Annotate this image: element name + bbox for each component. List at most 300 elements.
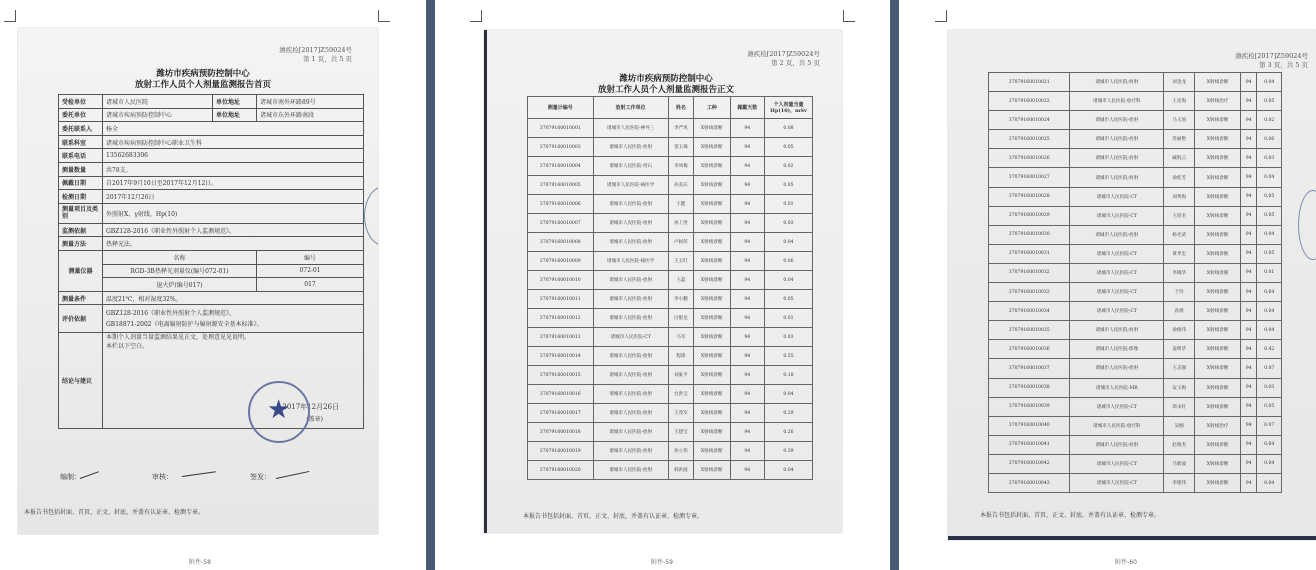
table-cell: 0.05 bbox=[1257, 206, 1282, 225]
table-cell: 黄孝忠 bbox=[1164, 244, 1195, 263]
table-cell: 37079160010008 bbox=[528, 233, 594, 252]
table-row bbox=[989, 187, 1282, 206]
table-row bbox=[989, 92, 1282, 111]
table-cell: 37079160010040 bbox=[989, 416, 1070, 435]
table-cell: 诸城市人民医院-肾石 bbox=[593, 157, 668, 176]
table-row bbox=[989, 340, 1282, 359]
cell-value: 退火炉(编号017) bbox=[103, 278, 257, 292]
table-cell: 94 bbox=[730, 271, 764, 290]
table-cell: 37079160010027 bbox=[989, 168, 1070, 187]
cell-value: 自2017年9月10日至2017年12月12日。 bbox=[103, 176, 364, 190]
table-cell: 窦玉珠 bbox=[668, 138, 693, 157]
table-cell: 诸城市人民医院-CT bbox=[593, 328, 668, 347]
table-cell: 诸城市人民医院-CT bbox=[1070, 244, 1164, 263]
table-row bbox=[528, 423, 813, 442]
table-cell: 徐俊伟 bbox=[1164, 321, 1195, 340]
table-cell: X射线治疗 bbox=[1195, 416, 1241, 435]
cell-label: 测量仪器 bbox=[59, 250, 103, 291]
table-cell: 诸城市人民医院-核医学 bbox=[593, 252, 668, 271]
table-cell: 马军 bbox=[668, 328, 693, 347]
table-cell: 94 bbox=[730, 176, 764, 195]
table-cell: 0.04 bbox=[1257, 283, 1282, 302]
table-cell: 94 bbox=[730, 138, 764, 157]
table-cell: 杨光武 bbox=[1164, 225, 1195, 244]
table-row bbox=[528, 214, 813, 233]
table-row bbox=[989, 283, 1282, 302]
table-cell: X射线诊断 bbox=[1195, 206, 1241, 225]
table-cell: 诸城市人民医院-放疗科 bbox=[1070, 416, 1164, 435]
table-cell: 孙美庆 bbox=[668, 176, 693, 195]
table-cell: 94 bbox=[730, 366, 764, 385]
cell-label: 评价依据 bbox=[59, 305, 103, 333]
table-cell: 诸城市人民医院-CT bbox=[1070, 397, 1164, 416]
cell-value: 13562683306 bbox=[103, 149, 364, 163]
official-seal bbox=[248, 381, 310, 443]
dose-table-body bbox=[528, 119, 813, 480]
report-number: 潍疾检[2017]Z59024号 bbox=[747, 50, 820, 58]
table-cell: 0.05 bbox=[1257, 397, 1282, 416]
table-cell: 王建宝 bbox=[668, 423, 693, 442]
table-row bbox=[989, 378, 1282, 397]
title-doc: 放射工作人员个人剂量监测报告首页 bbox=[134, 80, 271, 90]
table-cell: 孙立伟 bbox=[668, 442, 693, 461]
table-cell: 王厚名 bbox=[1164, 206, 1195, 225]
table-cell: 徐桂芳 bbox=[1164, 168, 1195, 187]
table-cell: 94 bbox=[730, 347, 764, 366]
handwritten-signature bbox=[276, 471, 309, 479]
table-cell: 94 bbox=[1240, 149, 1256, 168]
table-cell: 赵俊杰 bbox=[1164, 435, 1195, 454]
report-number: 潍疾检[2017]Z59024号 bbox=[1235, 52, 1308, 60]
table-cell: 37079160010009 bbox=[528, 252, 594, 271]
table-cell: 李凤梅 bbox=[668, 157, 693, 176]
dose-table bbox=[988, 72, 1282, 493]
table-cell: 94 bbox=[730, 214, 764, 233]
edge-seal bbox=[364, 186, 378, 246]
table-cell: 白银龙 bbox=[668, 309, 693, 328]
table-cell: 94 bbox=[730, 461, 764, 480]
table-cell: X射线诊断 bbox=[1195, 435, 1241, 454]
cell-value: 072-01 bbox=[257, 264, 364, 278]
table-cell: 王茂军 bbox=[668, 404, 693, 423]
table-cell: X射线诊断 bbox=[693, 328, 730, 347]
table-cell: 0.07 bbox=[1257, 416, 1282, 435]
table-cell: 37079160010018 bbox=[528, 423, 594, 442]
table-cell: 37079160010017 bbox=[528, 404, 594, 423]
table-cell: 王健 bbox=[668, 195, 693, 214]
table-row bbox=[528, 252, 813, 271]
table-row bbox=[528, 271, 813, 290]
table-cell: 诸城市人民医院-放射 bbox=[1070, 73, 1164, 92]
table-cell: X射线诊断 bbox=[693, 157, 730, 176]
table-cell: 37079160010004 bbox=[528, 157, 594, 176]
cell-label: 联系科室 bbox=[59, 135, 103, 149]
table-cell: 94 bbox=[1240, 340, 1256, 359]
table-cell: 诸城市人民医院-放射 bbox=[1070, 435, 1164, 454]
table-cell: 37079160010019 bbox=[528, 442, 594, 461]
table-cell: 李小鹏 bbox=[668, 290, 693, 309]
table-cell: 94 bbox=[730, 442, 764, 461]
table-cell: X射线诊断 bbox=[693, 366, 730, 385]
table-cell: 94 bbox=[730, 404, 764, 423]
table-cell: 诸城市人民医院-放射 bbox=[593, 195, 668, 214]
table-cell: X射线诊断 bbox=[1195, 111, 1241, 130]
table-cell: 0.29 bbox=[765, 404, 813, 423]
table-cell: X射线诊断 bbox=[1195, 473, 1241, 492]
table-row bbox=[989, 435, 1282, 454]
sign-issue-label: 签发： bbox=[250, 473, 271, 481]
cell-value: 017 bbox=[257, 278, 364, 292]
table-cell: 0.05 bbox=[1257, 187, 1282, 206]
cell-label: 测量数量 bbox=[59, 162, 103, 176]
cell-value: 诸城市东外环路南段 bbox=[257, 108, 364, 122]
table-cell: 王克海 bbox=[1164, 92, 1195, 111]
table-cell: 诸城市人民医院-MR bbox=[1070, 378, 1164, 397]
page-gutter bbox=[426, 0, 435, 570]
table-cell: X射线诊断 bbox=[693, 195, 730, 214]
table-cell: 0.05 bbox=[1257, 244, 1282, 263]
table-cell: 94 bbox=[1240, 435, 1256, 454]
table-cell: 0.08 bbox=[765, 119, 813, 138]
cell-label: 联系电话 bbox=[59, 149, 103, 163]
column-header: 测量计编号 bbox=[528, 97, 594, 119]
table-cell: 0.04 bbox=[1257, 302, 1282, 321]
seal-star-icon: ★ bbox=[267, 395, 291, 425]
table-cell: 94 bbox=[1240, 416, 1256, 435]
cell-value: 温度21℃，相对湿度32%。 bbox=[103, 291, 364, 305]
table-cell: 37079160010015 bbox=[528, 366, 594, 385]
table-cell: 0.04 bbox=[1257, 435, 1282, 454]
cell-value: 诸城市人民医院 bbox=[103, 95, 213, 109]
cell-value: 2017年12月26日 bbox=[103, 190, 364, 204]
table-cell: 0.04 bbox=[1257, 225, 1282, 244]
table-cell: 0.03 bbox=[765, 214, 813, 233]
table-cell: 0.05 bbox=[1257, 92, 1282, 111]
table-row bbox=[528, 442, 813, 461]
column-header: 编号 bbox=[257, 250, 364, 264]
table-cell: 0.01 bbox=[765, 309, 813, 328]
report-footer: 本报告书包括封面、首页、正文、封底，并盖有认证章、检测专章。 bbox=[24, 509, 205, 516]
table-cell: 王磊 bbox=[668, 271, 693, 290]
report-title bbox=[78, 69, 328, 91]
table-cell: 诸城市人民医院-CT bbox=[1070, 473, 1164, 492]
table-cell: X射线诊断 bbox=[693, 119, 730, 138]
table-cell: 37079160010024 bbox=[989, 111, 1070, 130]
table-cell: X射线诊断 bbox=[693, 309, 730, 328]
table-cell: 诸城市人民医院-CT bbox=[1070, 283, 1164, 302]
table-row bbox=[528, 385, 813, 404]
report-footer: 本报告书包括封面、首页、正文、封底，并盖有认证章、检测专章。 bbox=[980, 512, 1161, 519]
table-cell: 37079160010003 bbox=[528, 138, 594, 157]
title-doc: 放射工作人员个人剂量监测报告正文 bbox=[597, 85, 734, 95]
table-cell: 0.03 bbox=[765, 328, 813, 347]
column-header: 放射工作单位 bbox=[593, 97, 668, 119]
crop-mark bbox=[935, 10, 947, 22]
seal-label: (盖章) bbox=[306, 416, 323, 424]
crop-mark bbox=[843, 10, 855, 22]
table-cell: 0.04 bbox=[1257, 73, 1282, 92]
table-cell: X射线诊断 bbox=[693, 214, 730, 233]
table-cell: X射线诊断 bbox=[1195, 73, 1241, 92]
table-cell: 94 bbox=[1240, 187, 1256, 206]
crop-mark bbox=[378, 10, 390, 22]
table-cell: 刘東平 bbox=[668, 366, 693, 385]
table-cell: 0.06 bbox=[1257, 130, 1282, 149]
table-cell: 37079160010028 bbox=[989, 187, 1070, 206]
table-cell: X射线诊断 bbox=[1195, 321, 1241, 340]
table-cell: 94 bbox=[1240, 111, 1256, 130]
table-cell: 诸城市人民医院-CT bbox=[1070, 302, 1164, 321]
crop-mark bbox=[4, 10, 16, 22]
table-cell: 0.02 bbox=[765, 157, 813, 176]
table-cell: 0.05 bbox=[765, 176, 813, 195]
table-row bbox=[989, 416, 1282, 435]
table-cell: 姜明华 bbox=[1164, 340, 1195, 359]
sign-edit-label: 编制： bbox=[60, 473, 81, 481]
table-cell: X射线诊断 bbox=[1195, 149, 1241, 168]
cell-value: 共78支。 bbox=[103, 162, 364, 176]
table-row bbox=[528, 157, 813, 176]
table-cell: X射线诊断 bbox=[1195, 130, 1241, 149]
cell-value: 外照射X、γ射线，Hp(10) bbox=[103, 203, 364, 223]
table-cell: 94 bbox=[1240, 473, 1256, 492]
table-cell: 94 bbox=[1240, 359, 1256, 378]
cell-value: RGD-3B热释光剂量仪(编号072-01) bbox=[103, 264, 257, 278]
table-cell: X射线诊断 bbox=[693, 461, 730, 480]
cell-value: 杨全 bbox=[103, 122, 364, 136]
page-caption: 附件-60 bbox=[1115, 559, 1137, 566]
table-cell: 孙上进 bbox=[668, 214, 693, 233]
cell-value: 热释光法。 bbox=[103, 237, 364, 251]
table-cell: X射线诊断 bbox=[1195, 244, 1241, 263]
table-cell: 诸城市人民医院-放射 bbox=[1070, 321, 1164, 340]
table-cell: 94 bbox=[730, 157, 764, 176]
table-cell: 诸城市人民医院-放射 bbox=[593, 347, 668, 366]
table-cell: 94 bbox=[1240, 378, 1256, 397]
table-cell: X射线诊断 bbox=[1195, 302, 1241, 321]
conclusion-line: 本期个人剂量当量监测结果见正文，处理意见见说明。 bbox=[106, 334, 251, 342]
table-cell: 37079160010014 bbox=[528, 347, 594, 366]
crop-mark bbox=[470, 10, 482, 22]
table-cell: 94 bbox=[1240, 263, 1256, 282]
table-cell: 韩洪波 bbox=[668, 461, 693, 480]
cell-value: 诸城市南外环路89号 bbox=[257, 95, 364, 109]
table-cell: 37079160010025 bbox=[989, 130, 1070, 149]
table-cell: 37079160010029 bbox=[989, 206, 1070, 225]
document-photo-page-2 bbox=[484, 30, 842, 533]
table-cell: 王玉红 bbox=[668, 252, 693, 271]
table-cell: 台洪宝 bbox=[668, 385, 693, 404]
table-cell: 诸城市人民医院-放射 bbox=[1070, 111, 1164, 130]
table-cell: 0.01 bbox=[765, 195, 813, 214]
table-cell: 94 bbox=[730, 233, 764, 252]
table-cell: 0.04 bbox=[765, 233, 813, 252]
table-cell: 94 bbox=[730, 195, 764, 214]
table-cell: 37079160010016 bbox=[528, 385, 594, 404]
table-cell: 94 bbox=[730, 328, 764, 347]
table-cell: X射线诊断 bbox=[1195, 225, 1241, 244]
table-cell: 0.05 bbox=[765, 290, 813, 309]
table-cell: 王志强 bbox=[1164, 359, 1195, 378]
page-caption: 附件-59 bbox=[651, 559, 673, 566]
column-header: 佩戴天数 bbox=[730, 97, 764, 119]
cell-label: 委托联系人 bbox=[59, 122, 103, 136]
table-row bbox=[528, 404, 813, 423]
table-cell: 0.04 bbox=[1257, 168, 1282, 187]
table-cell: X射线诊断 bbox=[693, 423, 730, 442]
table-cell: 94 bbox=[1240, 283, 1256, 302]
table-cell: 94 bbox=[1240, 130, 1256, 149]
cell-label: 测量条件 bbox=[59, 291, 103, 305]
table-cell: 诸城市人民医院-放射 bbox=[1070, 168, 1164, 187]
table-cell: 诸城市人民医院-放射 bbox=[593, 385, 668, 404]
page-count: 第 1 页，共 5 页 bbox=[302, 55, 352, 63]
table-row bbox=[989, 359, 1282, 378]
table-cell: 苏丽艳 bbox=[1164, 130, 1195, 149]
table-cell: 37079160010042 bbox=[989, 454, 1070, 473]
report-ref bbox=[1235, 52, 1308, 70]
table-cell: 诸城市人民医院-放射 bbox=[593, 233, 668, 252]
cell-label: 结论与建议 bbox=[59, 333, 103, 429]
page-gutter bbox=[890, 0, 899, 570]
table-cell: 诸城市人民医院-放射 bbox=[593, 271, 668, 290]
table-cell: 94 bbox=[1240, 321, 1256, 340]
table-cell: 诸城市人民医院-放射 bbox=[593, 138, 668, 157]
table-cell: 诸城市人民医院-放射 bbox=[1070, 359, 1164, 378]
table-cell: 94 bbox=[730, 119, 764, 138]
sign-review-label: 审核： bbox=[152, 473, 173, 481]
table-row bbox=[528, 347, 813, 366]
report-ref bbox=[279, 46, 352, 64]
table-cell: X射线诊断 bbox=[1195, 340, 1241, 359]
table-cell: 37079160010010 bbox=[528, 271, 594, 290]
table-cell: 0.07 bbox=[1257, 359, 1282, 378]
table-cell: 0.05 bbox=[765, 138, 813, 157]
table-cell: 诸城市人民医院-放疗科 bbox=[1070, 92, 1164, 111]
table-cell: 诸城市人民医院-放射 bbox=[593, 366, 668, 385]
document-photo-page-3 bbox=[948, 30, 1316, 540]
table-cell: 94 bbox=[730, 423, 764, 442]
table-cell: 37079160010001 bbox=[528, 119, 594, 138]
cell-label: 委托单位 bbox=[59, 108, 103, 122]
table-cell: 0.18 bbox=[765, 366, 813, 385]
cell-label: 监测依据 bbox=[59, 223, 103, 237]
table-row bbox=[528, 233, 813, 252]
cell-value bbox=[103, 333, 364, 429]
table-cell: 0.55 bbox=[765, 347, 813, 366]
conclusion-line: 本栏以下空白。 bbox=[106, 343, 149, 351]
table-cell: X射线诊断 bbox=[693, 404, 730, 423]
table-row bbox=[528, 366, 813, 385]
report-ref bbox=[747, 50, 820, 68]
table-cell: 37079160010026 bbox=[989, 149, 1070, 168]
table-row bbox=[989, 149, 1282, 168]
edge-seal bbox=[1298, 190, 1316, 260]
table-row bbox=[528, 290, 813, 309]
table-cell: 94 bbox=[1240, 73, 1256, 92]
page-caption: 附件-58 bbox=[189, 559, 211, 566]
handwritten-signature bbox=[80, 471, 99, 479]
table-cell: 94 bbox=[1240, 454, 1256, 473]
table-cell: 马新波 bbox=[1164, 454, 1195, 473]
column-header: 姓名 bbox=[668, 97, 693, 119]
table-cell: 0.04 bbox=[765, 271, 813, 290]
table-cell: 诸城市人民医院-影像 bbox=[1070, 340, 1164, 359]
page-count: 第 3 页，共 5 页 bbox=[1258, 61, 1308, 69]
table-cell: X射线诊断 bbox=[1195, 263, 1241, 282]
table-cell: 37079160010012 bbox=[528, 309, 594, 328]
table-cell: X射线诊断 bbox=[1195, 168, 1241, 187]
table-cell: X射线诊断 bbox=[693, 347, 730, 366]
table-cell: 诸城市人民医院-放射 bbox=[593, 290, 668, 309]
eval-line: GBZ128-2016《职业性外照射个人监测规范》， bbox=[106, 309, 236, 317]
table-cell: 37079160010011 bbox=[528, 290, 594, 309]
table-cell: 37079160010030 bbox=[989, 225, 1070, 244]
table-cell: 诸城市人民医院-放射 bbox=[1070, 130, 1164, 149]
table-row bbox=[989, 397, 1282, 416]
table-cell: 卢树萍 bbox=[668, 233, 693, 252]
table-cell: 程锋 bbox=[668, 347, 693, 366]
table-cell: 诸城市人民医院-放射 bbox=[593, 214, 668, 233]
table-cell: 诸城市人民医院-放射 bbox=[593, 309, 668, 328]
table-cell: 37079160010031 bbox=[989, 244, 1070, 263]
table-cell: 诸城市人民医院-神外三 bbox=[593, 119, 668, 138]
table-cell: 37079160010037 bbox=[989, 359, 1070, 378]
cell-label: 单位地址 bbox=[213, 95, 257, 109]
table-cell: 94 bbox=[1240, 302, 1256, 321]
report-title bbox=[541, 74, 791, 96]
table-cell: 94 bbox=[1240, 225, 1256, 244]
table-row bbox=[989, 263, 1282, 282]
dose-table bbox=[527, 96, 813, 480]
table-cell: X射线治疗 bbox=[1195, 92, 1241, 111]
table-cell: 0.02 bbox=[1257, 111, 1282, 130]
table-row bbox=[989, 111, 1282, 130]
table-cell: 37079160010035 bbox=[989, 321, 1070, 340]
table-cell: 诸城市人民医院-放射 bbox=[593, 423, 668, 442]
table-row bbox=[528, 176, 813, 195]
table-cell: 94 bbox=[730, 309, 764, 328]
table-cell: X射线诊断 bbox=[693, 385, 730, 404]
cell-label: 检测日期 bbox=[59, 190, 103, 204]
table-cell: X射线诊断 bbox=[1195, 187, 1241, 206]
table-cell: 0.04 bbox=[1257, 321, 1282, 340]
table-cell: 94 bbox=[730, 290, 764, 309]
dose-table-body bbox=[989, 73, 1282, 493]
column-header: 工种 bbox=[693, 97, 730, 119]
cell-label: 单位地址 bbox=[213, 108, 257, 122]
cell-value bbox=[103, 305, 364, 333]
table-row bbox=[528, 119, 813, 138]
page-count: 第 2 页，共 5 页 bbox=[770, 59, 820, 67]
cover-info-table bbox=[58, 94, 364, 429]
table-cell: X射线诊断 bbox=[1195, 283, 1241, 302]
handwritten-signature bbox=[182, 471, 216, 477]
table-cell: 0.04 bbox=[1257, 473, 1282, 492]
table-cell: 诸城市人民医院-核医学 bbox=[593, 176, 668, 195]
document-photo-page-1 bbox=[18, 28, 378, 534]
table-cell: 37079160010038 bbox=[989, 378, 1070, 397]
cell-value: 诸城市疾病预防控制中心 bbox=[103, 108, 213, 122]
table-cell: 诸城市人民医院-放射 bbox=[1070, 149, 1164, 168]
table-row bbox=[989, 168, 1282, 187]
table-cell: 孙倩 bbox=[1164, 302, 1195, 321]
table-cell: 37079160010034 bbox=[989, 302, 1070, 321]
eval-line: GB18871-2002《电离辐射防护与辐射源安全基本标准》。 bbox=[106, 320, 263, 328]
table-cell: 37079160010020 bbox=[528, 461, 594, 480]
table-cell: 37079160010005 bbox=[528, 176, 594, 195]
table-cell: 37079160010007 bbox=[528, 214, 594, 233]
